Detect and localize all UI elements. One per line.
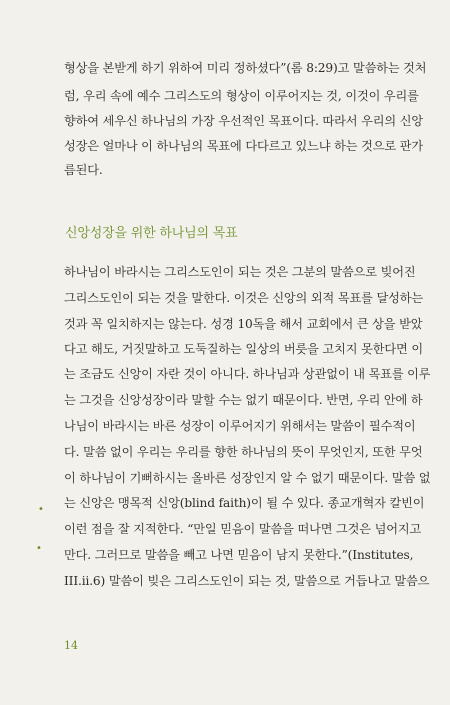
paragraph-line: 럼, 우리 속에 예수 그리스도의 형상이 이루어지는 것, 이것이 우리를 xyxy=(64,89,419,103)
paragraph-line: 름된다. xyxy=(64,163,103,177)
paragraph-line: III.ii.6) 말씀이 빚은 그리스도인이 되는 것, 말씀으로 거듭나고 말씀으 xyxy=(64,574,430,588)
paragraph-line: 그리스도인이 되는 것을 말한다. 이것은 신앙의 외적 목표를 달성하는 xyxy=(64,291,423,305)
margin-dot-icon: • xyxy=(38,504,44,515)
paragraph-line: 는 조금도 신앙이 자란 것이 아니다. 하나님과 상관없이 내 목표를 이루 xyxy=(64,367,431,381)
paragraph-line: 형상을 본받게 하기 위하여 미리 정하셨다”(롬 8:29)고 말씀하는 것처 xyxy=(64,61,427,75)
paragraph-line: 성장은 얼마나 이 하나님의 목표에 다다르고 있느냐 하는 것으로 판가 xyxy=(64,139,423,153)
paragraph-line: 나님이 바라시는 바른 성장이 이루어지기 위해서는 말씀이 필수적이 xyxy=(64,419,416,433)
paragraph-line: 향하여 세우신 하나님의 가장 우선적인 목표이다. 따라서 우리의 신앙 xyxy=(64,114,423,128)
margin-dot-icon: • xyxy=(36,543,42,554)
paragraph-line: 하나님이 바라시는 그리스도인이 되는 것은 그분의 말씀으로 빚어진 xyxy=(64,265,416,279)
paragraph-line: 는 그것을 신앙성장이라 말할 수는 없기 때문이다. 반면, 우리 안에 하 xyxy=(64,393,423,407)
section-heading: 신앙성장을 위한 하나님의 목표 xyxy=(65,226,238,241)
paragraph-line: 는 신앙은 맹목적 신앙(blind faith)이 될 수 있다. 종교개혁자 칼빈이 xyxy=(64,496,425,510)
paragraph-line: 것과 꼭 일치하지는 않는다. 성경 10독을 해서 교회에서 큰 상을 받았 xyxy=(64,317,423,331)
page-number: 14 xyxy=(64,639,78,652)
paragraph-line: 이 하나님이 기뻐하시는 올바른 성장인지 알 수 없기 때문이다. 말씀 없 xyxy=(64,471,431,485)
paragraph-line: 이런 점을 잘 지적한다. “만일 믿음이 말씀을 떠나면 그것은 넘어지고 xyxy=(64,522,422,536)
paragraph-line: 다고 해도, 거짓말하고 도둑질하는 일상의 버릇을 고치지 못한다면 이 xyxy=(64,342,423,356)
paragraph-line: 만다. 그러므로 말씀을 빼고 나면 믿음이 남지 못한다.”(Institutes, xyxy=(64,548,414,562)
paragraph-line: 다. 말씀 없이 우리는 우리를 향한 하나님의 뜻이 무엇인지, 또한 무엇 xyxy=(64,445,423,459)
